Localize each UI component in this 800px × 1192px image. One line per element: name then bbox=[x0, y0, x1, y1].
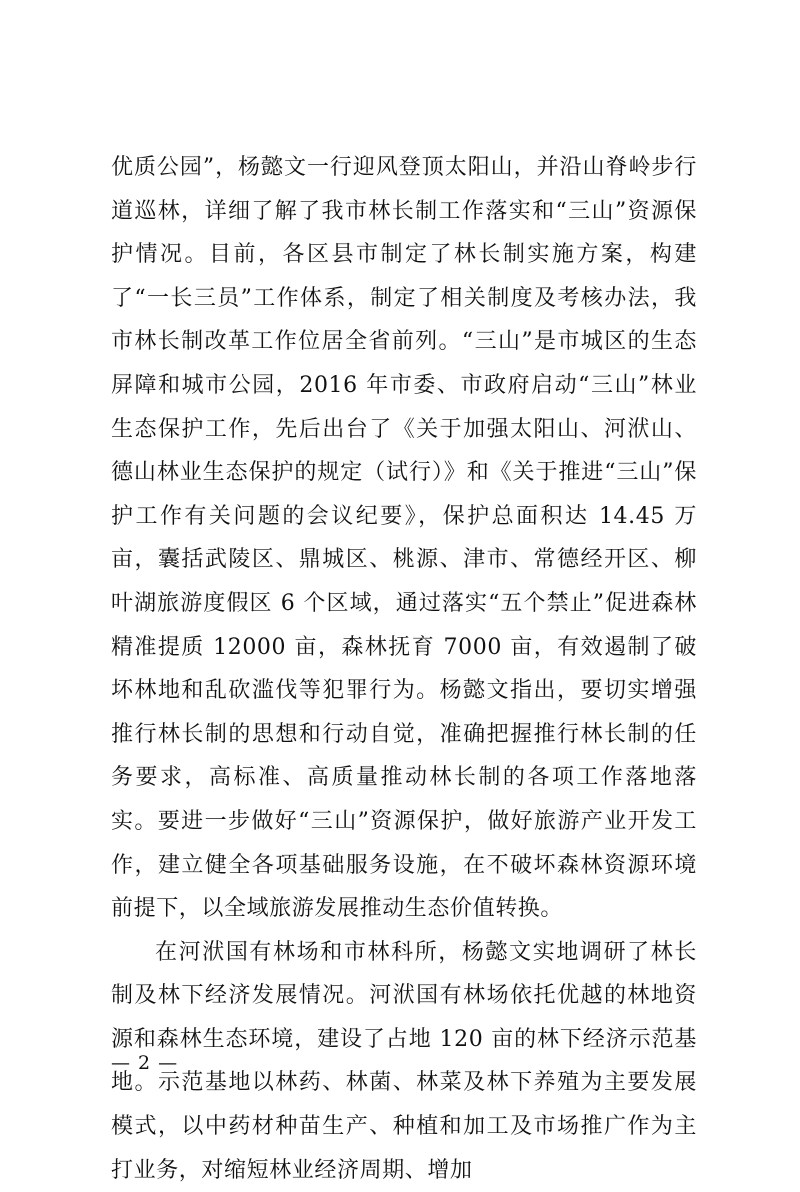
paragraph-2: 在河洑国有林场和市林科所，杨懿文实地调研了林长制及林下经济发展情况。河洑国有林场依托优越的林地资源和森林生态环境，建设了占地 120 亩的林下经济示范基地。示范基地以林药、林菌、林菜及林下养殖为主要发展模式，以中药材种苗生产、种植和加工及市场推广作为主打业务，对缩短林业经济周期、增加 bbox=[111, 939, 697, 1183]
paragraph-1: 优质公园”，杨懿文一行迎风登顶太阳山，并沿山脊岭步行道巡林，详细了解了我市林长制工作落实和“三山”资源保护情况。目前，各区县市制定了林长制实施方案，构建了“一长三员”工作体系，制定了相关制度及考核办法，我市林长制改革工作位居全省前列。“三山”是市城区的生态屏障和城市公园，2016 年市委、市政府启动“三山”林业生态保护工作，先后出台了《关于加强太阳山、河洑山、德山林业生态保护的规定（试行）》和《关于推进“三山”保护工作有关问题的会议纪要》，保护总面积达 14.45 万亩，囊括武陵区、鼎城区、桃源、津市、常德经开区、柳叶湖旅游度假区 6 个区域，通过落实“五个禁止”促进森林精准提质 12000 亩，森林抚育 7000 亩，有效遏制了破坏林地和乱砍滥伐等犯罪行为。杨懿文指出，要切实增强推行林长制的思想和行动自觉，准确把握推行林长制的任务要求，高标准、高质量推动林长制的各项工作落地落实。要进一步做好“三山”资源保护，做好旅游产业开发工作，建立健全各项基础服务设施，在不破坏森林资源环境前提下，以全域旅游发展推动生态价值转换。 bbox=[111, 155, 697, 922]
page-number: — 2 — bbox=[111, 1052, 179, 1074]
body-text bbox=[111, 146, 697, 1192]
